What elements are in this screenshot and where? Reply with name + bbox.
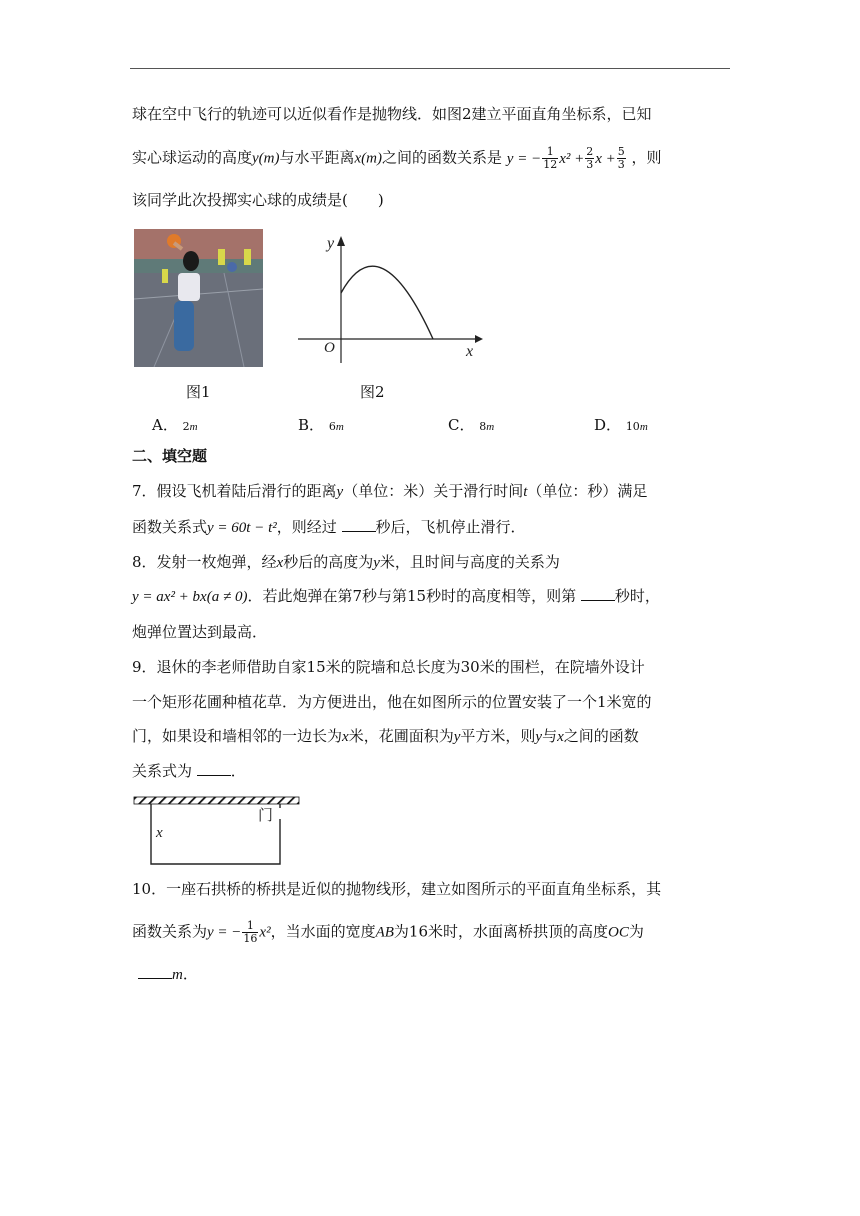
option-b[interactable]: B． 6m — [298, 416, 344, 434]
q7-line-1: 7．假设飞机着陆后滑行的距离y（单位：米）关于滑行时间t（单位：秒）满足 — [132, 482, 648, 500]
q6-line-1: 球在空中飞行的轨迹可以近似看作是抛物线．如图2建立平面直角坐标系，已知 — [132, 105, 652, 123]
answer-blank[interactable] — [342, 517, 376, 532]
header-rule — [130, 68, 730, 69]
q9-line-4: 关系式为 ． — [132, 762, 246, 780]
y-axis-label: y — [327, 235, 335, 252]
figure-2-caption: 图2 — [360, 383, 385, 401]
x-axis-label: x — [466, 343, 474, 360]
wall-hatch — [134, 797, 299, 804]
origin-label: O — [324, 340, 335, 356]
q7-formula: y = 60t − t² — [207, 520, 277, 536]
fraction: $\frac{1}{12}$ — [543, 145, 558, 171]
answer-blank[interactable] — [138, 964, 172, 979]
fraction: $\frac{1}{16}$ — [243, 919, 258, 945]
parabola-curve — [341, 266, 433, 339]
answer-blank[interactable] — [581, 586, 615, 601]
fraction: $\frac{2}{3}$ — [586, 145, 594, 171]
q8-line-2: y = ax² + bx(a ≠ 0)．若此炮弹在第7秒与第15秒时的高度相等，则第 秒时， — [132, 587, 660, 605]
q6-line-2: 实心球运动的高度y(m)与水平距离x(m)之间的函数关系是 y = − $\frac{1}{12}$ x² + $\frac{2}{3}$ x + $\frac{5}{3}$ ，则 — [132, 145, 662, 171]
q10-line-1: 10．一座石拱桥的桥拱是近似的抛物线形，建立如图所示的平面直角坐标系，其 — [132, 880, 662, 898]
figure-1-caption: 图1 — [186, 383, 211, 401]
q7-line-2: 函数关系式y = 60t − t²，则经过 秒后，飞机停止滑行． — [132, 518, 526, 536]
q8-formula: y = ax² + bx(a ≠ 0) — [132, 589, 248, 605]
section-title: 二、填空题 — [132, 447, 208, 465]
parabola-graph — [290, 228, 490, 368]
q8-line-1: 8．发射一枚炮弹，经x秒后的高度为y米，且时间与高度的关系为 — [132, 553, 560, 571]
fraction: $\frac{5}{3}$ — [617, 145, 625, 171]
shot-put-photo — [134, 229, 263, 367]
q6-formula: y = − $\frac{1}{12}$ x² + $\frac{2}{3}$ x + $\frac{5}{3}$ — [506, 145, 625, 171]
x-label: x — [156, 825, 163, 841]
q9-line-1: 9．退休的李老师借助自家15米的院墙和总长度为30米的围栏，在院墙外设计 — [132, 658, 645, 676]
option-a[interactable]: A． 2m — [152, 416, 198, 434]
q8-line-3: 炮弹位置达到最高． — [132, 623, 268, 641]
q9-line-3: 门，如果设和墙相邻的一边长为x米，花圃面积为y平方米，则y与x之间的函数 — [132, 727, 639, 745]
q10-line-3: m． — [138, 964, 198, 985]
answer-blank[interactable] — [197, 761, 231, 776]
door-label: 门 — [258, 806, 274, 824]
q6-line-3: 该同学此次投掷实心球的成绩是( ) — [132, 191, 384, 209]
option-d[interactable]: D． 10m — [594, 416, 648, 434]
option-c[interactable]: C． 8m — [448, 416, 495, 434]
garden-diagram — [130, 792, 305, 872]
y-axis-arrow — [337, 236, 345, 246]
x-axis-arrow — [475, 335, 483, 343]
q9-line-2: 一个矩形花圃种植花草．为方便进出，他在如图所示的位置安装了一个1米宽的 — [132, 693, 652, 711]
q10-line-2: 函数关系为y = − $\frac{1}{16}$ x²，当水面的宽度AB为16米时，水面离桥拱顶的高度OC为 — [132, 919, 644, 945]
